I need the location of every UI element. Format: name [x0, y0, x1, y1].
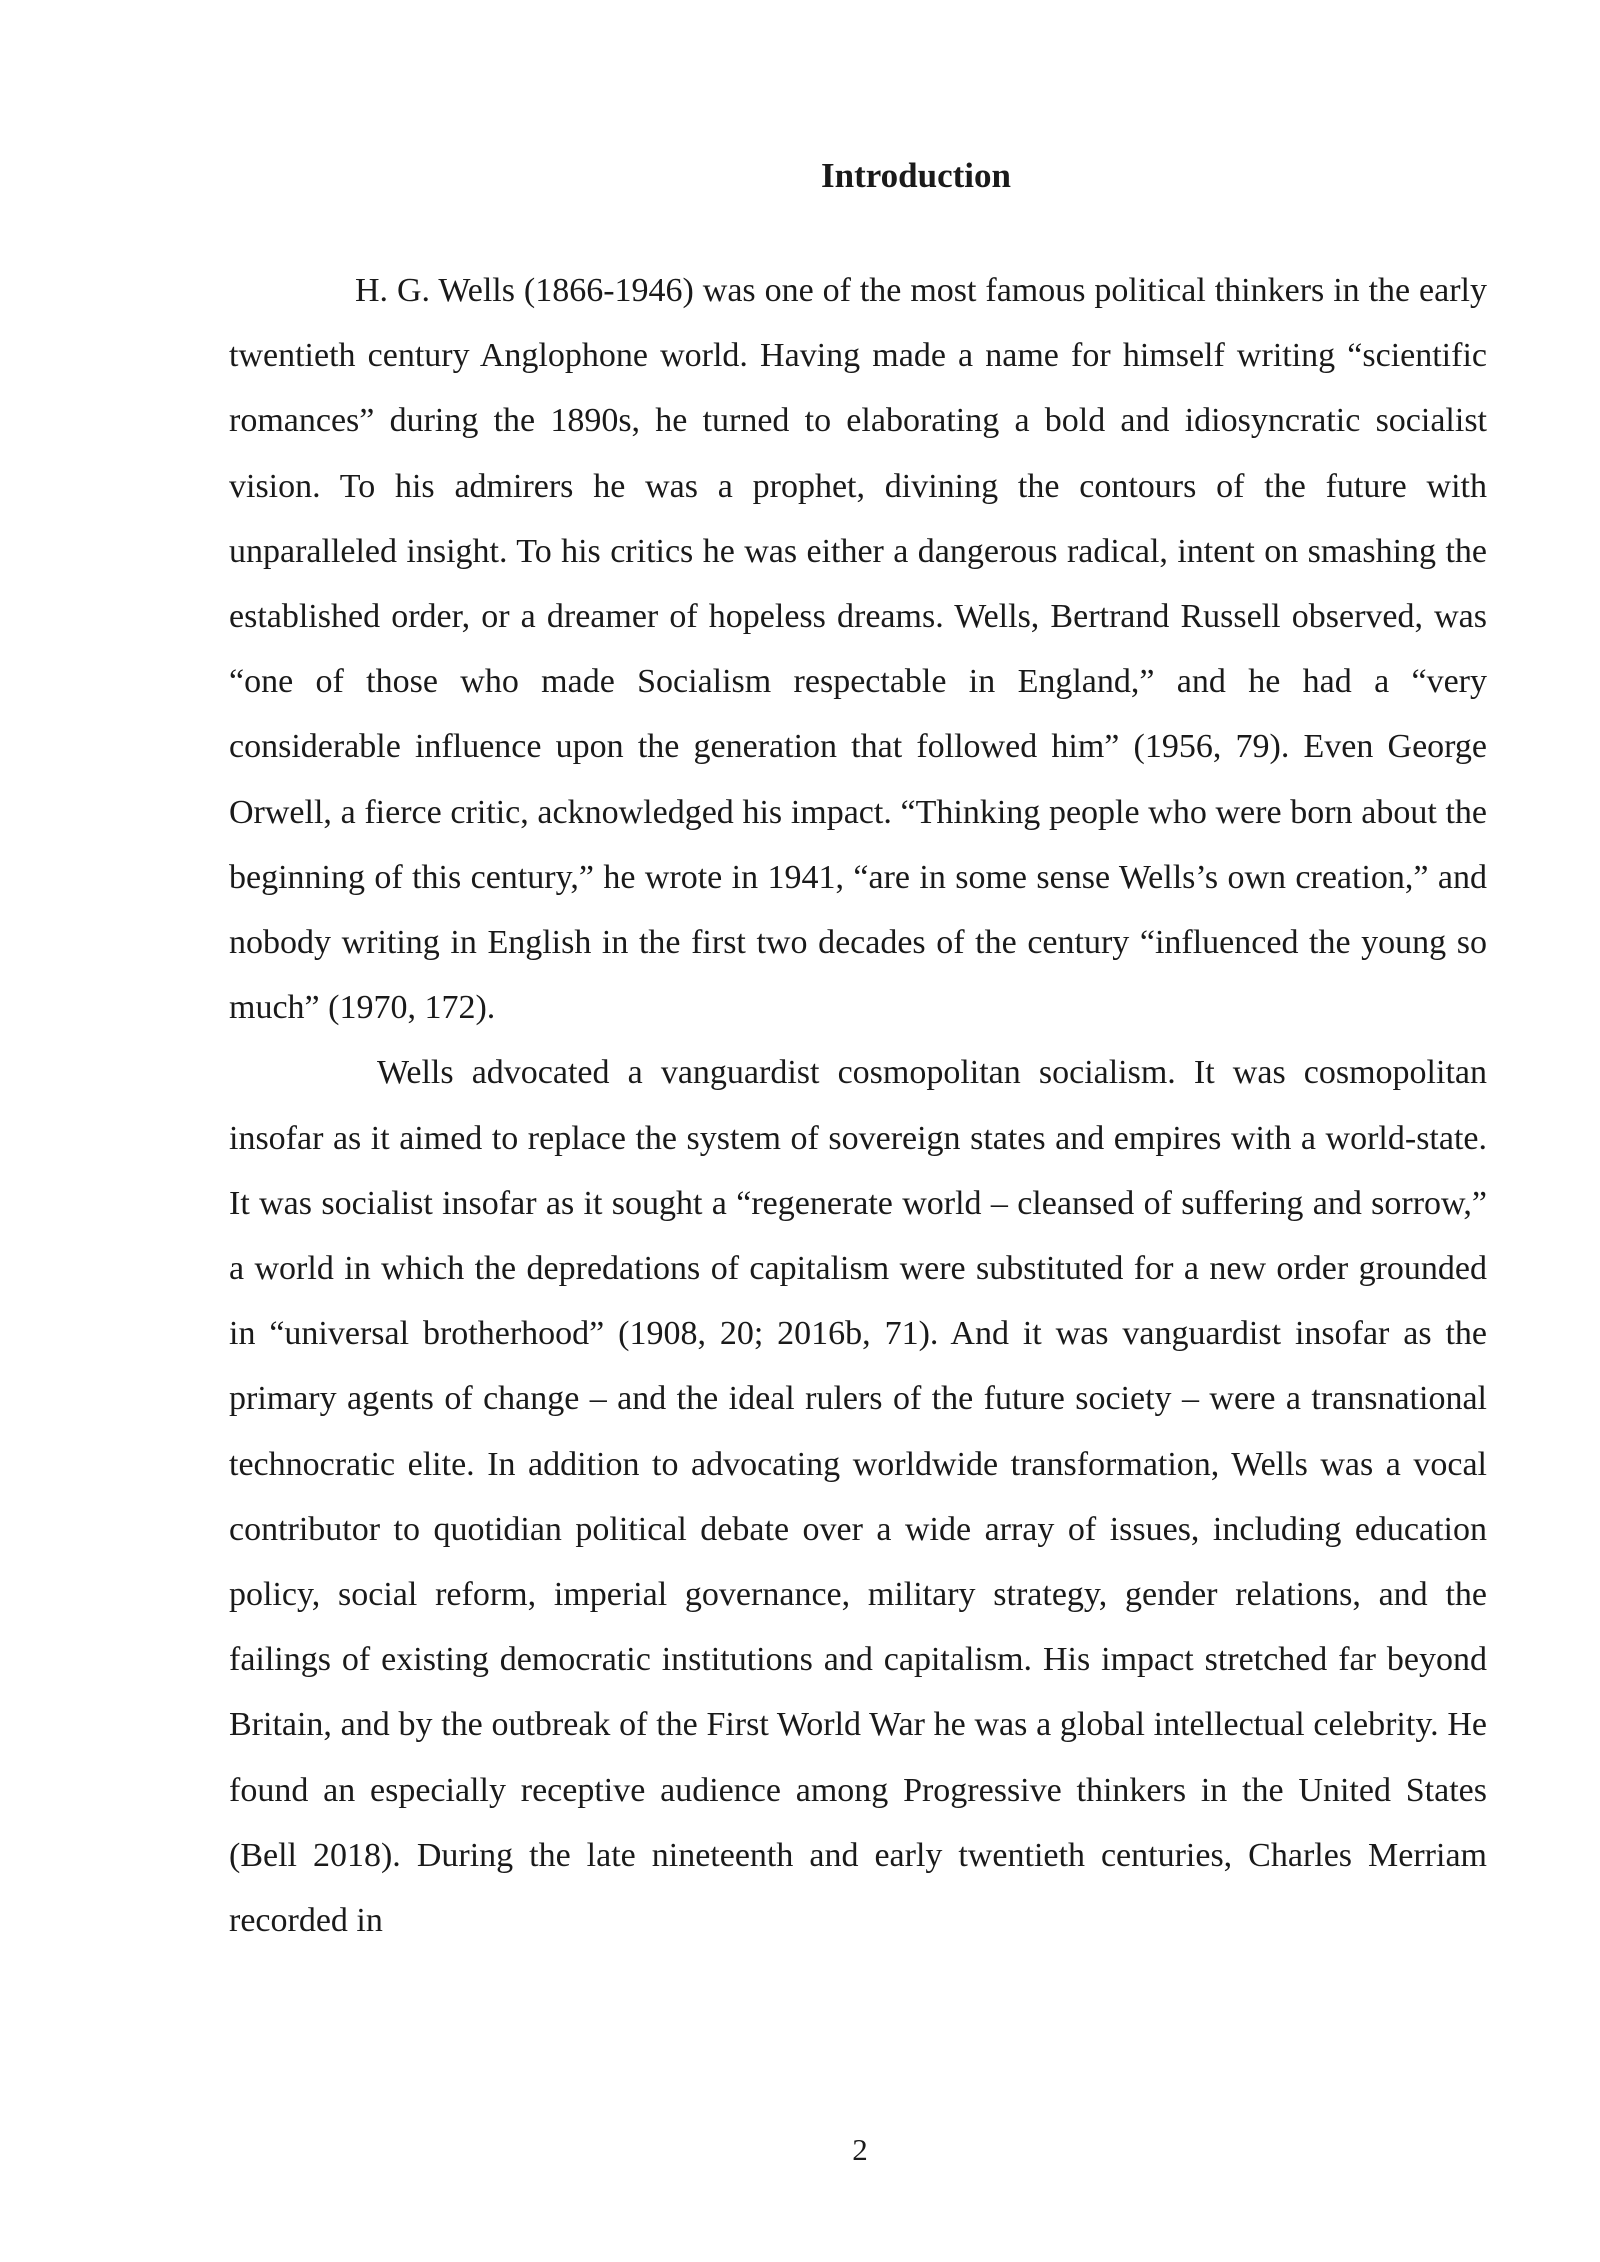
page-number: 2 — [852, 2132, 868, 2167]
paragraph-2: Wells advocated a vanguardist cosmopolitan socialism. It was cosmopolitan insofar as it aimed to replace the system of sovereign states and empires with a world-state. It was socialist insofar as it sought a “regenerate world – cleansed of suffering and sorrow,” a world in which the depredations of capitalism were substituted for a new order grounded in “universal brotherhood” (1908, 20; 2016b, 71). And it was vanguardist insofar as the primary agents of change – and the ideal rulers of the future society – were a transnational technocratic elite. In addition to advocating worldwide transformation, Wells was a vocal contributor to quotidian political debate over a wide array of issues, including education policy, social reform, imperial governance, military strategy, gender relations, and the failings of existing democratic institutions and capitalism. His impact stretched far beyond Britain, and by the outbreak of the First World War he was a global intellectual celebrity. He found an especially receptive audience among Progressive thinkers in the United States (Bell 2018). During the late nineteenth and early twentieth centuries, Charles Merriam recorded in — [229, 1054, 1487, 1940]
body-text — [229, 258, 1487, 1953]
paragraph-1: H. G. Wells (1866-1946) was one of the most famous political thinkers in the early twentieth century Anglophone world. Having made a name for himself writing “scientific romances” during the 1890s, he turned to elaborating a bold and idiosyncratic socialist vision. To his admirers he was a prophet, divining the contours of the future with unparalleled insight. To his critics he was either a dangerous radical, intent on smashing the established order, or a dreamer of hopeless dreams. Wells, Bertrand Russell observed, was “one of those who made Socialism respectable in England,” and he had a “very considerable influence upon the generation that followed him” (1956, 79). Even George Orwell, a fierce critic, acknowledged his impact. “Thinking people who were born about the beginning of this century,” he wrote in 1941, “are in some sense Wells’s own creation,” and nobody writing in English in the first two decades of the century “influenced the young so much” (1970, 172). — [229, 272, 1487, 1027]
section-heading: Introduction — [821, 156, 1011, 195]
